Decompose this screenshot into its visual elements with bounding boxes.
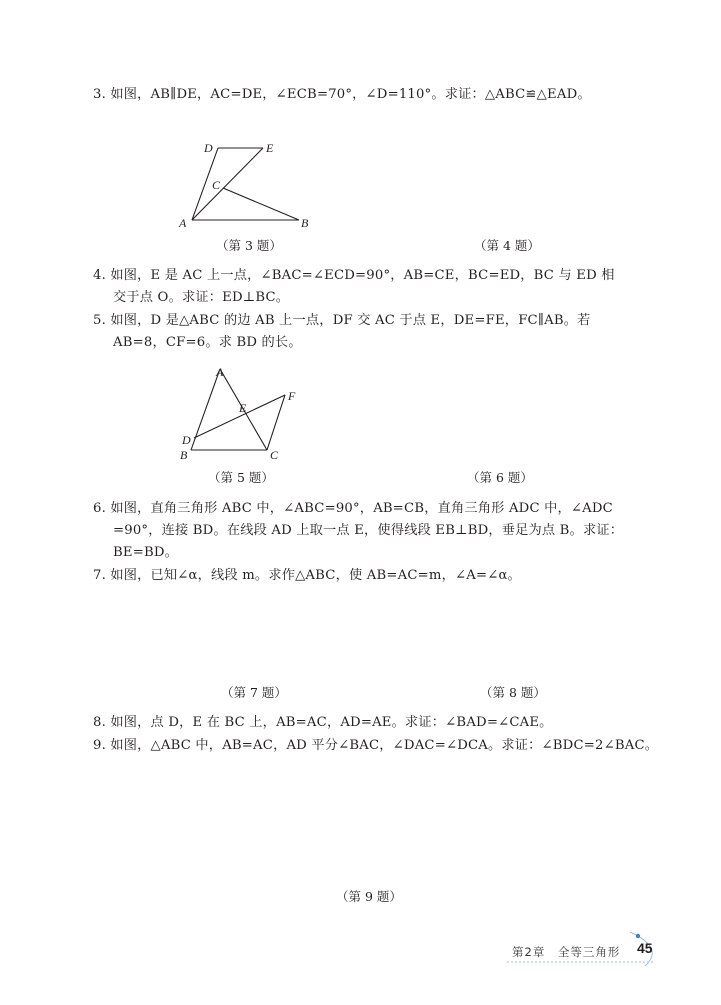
caption-fig7: （第 7 题）	[221, 685, 287, 700]
problem-4	[93, 265, 641, 309]
problem-9-text: 9. 如图，△ABC 中，AB=AC，AD 平分∠BAC，∠DAC=∠DCA。求证：∠BDC=2∠BAC。	[93, 738, 659, 753]
problem-8-text: 8. 如图，点 D，E 在 BC 上，AB=AC，AD=AE。求证：∠BAD=∠CAE。	[93, 715, 553, 730]
label-C: C	[212, 178, 221, 192]
label-F: F	[288, 389, 296, 403]
problem-9	[93, 735, 659, 757]
problem-3-text: 3. 如图，AB∥DE，AC=DE，∠ECB=70°，∠D=110°。求证：△ABC≌△EAD。	[93, 87, 591, 102]
label-A: A	[179, 216, 187, 230]
page-number: 45	[637, 940, 653, 956]
problem-3	[93, 84, 641, 106]
problem-6-line3: BE=BD。	[113, 545, 179, 560]
problem-6-line2: =90°，连接 BD。在线段 AD 上取一点 E，使得线段 EB⊥BD，垂足为点 B。求证：	[113, 523, 624, 538]
label-B: B	[180, 448, 188, 462]
caption-fig8: （第 8 题）	[480, 685, 546, 700]
problem-7	[93, 565, 641, 587]
label-B: B	[301, 216, 309, 230]
label-E: E	[239, 401, 247, 415]
problem-7-text: 7. 如图，已知∠α，线段 m。求作△ABC，使 AB=AC=m，∠A=∠α。	[93, 568, 521, 583]
label-C: C	[270, 448, 279, 462]
caption-fig3: （第 3 题）	[216, 238, 282, 253]
problem-5-line1: 5. 如图，D 是△ABC 的边 AB 上一点，DF 交 AC 于点 E，DE=FE，FC∥AB。若	[93, 313, 591, 328]
caption-fig6: （第 6 题）	[467, 470, 533, 485]
problem-5	[93, 310, 641, 354]
footer-chapter: 第2章 全等三角形	[512, 945, 621, 959]
problem-5-line2: AB=8，CF=6。求 BD 的长。	[113, 335, 302, 350]
problem-4-line1: 4. 如图，E 是 AC 上一点，∠BAC=∠ECD=90°，AB=CE，BC=ED，BC 与 ED 相	[93, 268, 615, 283]
problem-6-line1: 6. 如图，直角三角形 ABC 中，∠ABC=90°，AB=CB，直角三角形 ADC 中，∠ADC	[93, 501, 613, 516]
caption-fig4: （第 4 题）	[474, 238, 540, 253]
caption-fig5: （第 5 题）	[208, 470, 274, 485]
label-A: A	[216, 365, 224, 379]
problem-8	[93, 712, 641, 734]
problem-6	[93, 498, 641, 564]
label-D: D	[204, 141, 213, 155]
problem-4-line2: 交于点 O。求证：ED⊥BC。	[113, 290, 290, 305]
figure-5	[176, 362, 306, 464]
label-D: D	[182, 433, 191, 447]
caption-fig9: （第 9 题）	[336, 889, 402, 904]
accent-dot	[636, 934, 640, 938]
figure-3	[175, 138, 320, 233]
label-E: E	[266, 141, 274, 155]
